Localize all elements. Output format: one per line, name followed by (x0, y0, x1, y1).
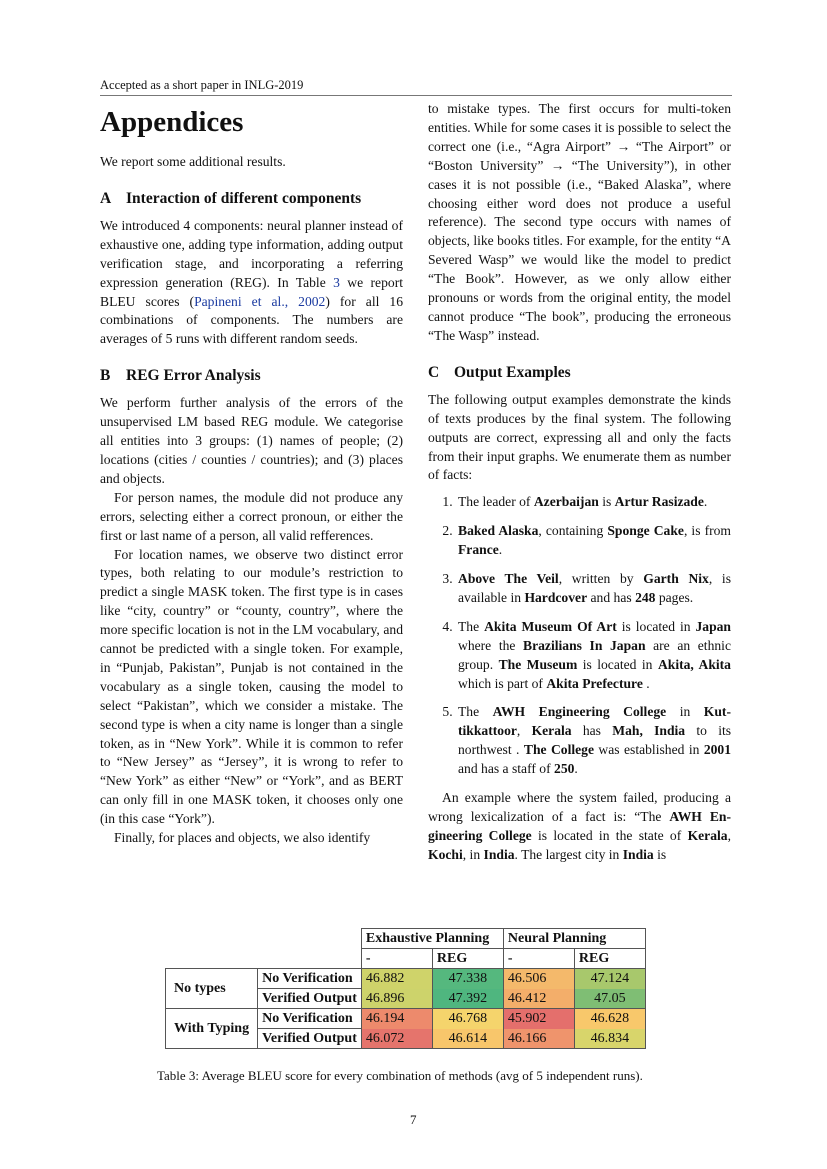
output-example: 3. Above The Veil, written by Garth Nix, is available in Hardcover and has 248 pages. (456, 570, 731, 608)
entity-bold: The Museum (498, 656, 578, 672)
page-number: 7 (410, 1112, 417, 1127)
section-b-paragraph-3: For location names, we observe two distinct error types, both relating to our module’s restriction to predict a single MASK token. The first type is in cases like “city, country” or “county, country”, where the more specific location is not in the LM vocabulary, and cannot be predicted with a single token. For example, in “Punjab, Pakistan”, Punjab is not contained in the vocabulary as a single token, causing the model to select “Pakistan”, which we consider a mistake. The second type is when a city name is longer than a single token, as in “New York”. While it is common to refer to “New Jersey” as “Jersey”, it is wrong to refer to “New York” as either “New” or “York”, and as BERT can only fill in one MASK token, it chooses only one (in this case “York”). (100, 546, 403, 827)
table-cell: 47.124 (574, 969, 645, 989)
section-c-title: Output Examples (454, 363, 571, 381)
table-cell: 46.072 (361, 1029, 432, 1049)
left-column (100, 100, 403, 848)
output-example: 4. The Akita Museum Of Art is located in Japan where the Brazilians In Japan are an ethnic group. The Museum is located in Akita, Akita which is part of Akita Prefecture . (456, 618, 731, 694)
table-cell: 46.628 (574, 1009, 645, 1029)
section-b-paragraph-4-cont: to mistake types. The first occurs for multi-token entities. While for some cases it is possible to select the correct one (i.e., “Agra Airport” → “The Airport” or “Boston University” → “The University”), in other cases it is not possible (i.e., “Baked Alaska”, where choosing either word does not produce a useful reference). The second type occurs with names of objects, like books titles. For example, for the entity “A Severed Wasp” we would like the model to predict “The Book”. However, as we only allow either pronouns or words from the original entity, the model cannot produce “The book”, producing the erroneous “The Wasp” instead. (428, 101, 731, 343)
output-example: 2. Baked Alaska, containing Sponge Cake, is from France. (456, 522, 731, 560)
entity-bold: Garth Nix (643, 571, 709, 587)
table-caption: Table 3: Average BLEU score for every combination of methods (avg of 5 independent runs). (157, 1068, 643, 1083)
section-a-title: Interaction of different components (126, 189, 362, 207)
entity-bold: Kuttikkattoor (458, 704, 731, 739)
section-b-number: B (100, 367, 111, 385)
output-examples-list (428, 493, 731, 779)
table-cell: 46.768 (432, 1009, 503, 1029)
entity-bold: 2001 (703, 742, 732, 758)
bleu-table (165, 928, 646, 1049)
section-c-heading (428, 363, 731, 383)
section-c-number: C (428, 363, 440, 381)
entity-bold: 248 (635, 589, 656, 605)
col-group-header: Exhaustive Planning (361, 929, 503, 949)
entity-bold: France (458, 542, 499, 558)
entity-bold: Kerala (687, 827, 728, 843)
table-cell: 46.896 (361, 989, 432, 1009)
section-c-paragraph-1: The following output examples demonstrate the kinds of texts produces by the final system. The following outputs are correct, expressing all and only the facts from their input graphs. We enumerate them as number of facts: (428, 391, 731, 483)
entity-bold: Japan (695, 618, 731, 634)
sub-col-header: REG (574, 949, 645, 969)
entity-bold: Azerbaijan (533, 494, 599, 510)
page-title: Appendices (100, 106, 244, 138)
table-cell: 46.882 (361, 969, 432, 989)
section-b-paragraph-1: We perform further analysis of the errors of the unsupervised LM based REG module. We categorise all entities into 3 groups: (1) names of people; (2) locations (cities / counties / countries); and (3) places and objects. (100, 395, 403, 486)
output-example: 1. The leader of Azerbaijan is Artur Rasizade. (456, 493, 731, 512)
entity-bold: AWH Engineering College (428, 809, 731, 843)
row-label: No Verification (258, 969, 362, 989)
entity-bold: Akita Prefecture (546, 675, 643, 691)
entity-bold: Above The Veil (458, 571, 559, 587)
entity-bold: Sponge Cake (607, 523, 684, 539)
entity-bold: The College (523, 742, 594, 758)
output-example: 5. The AWH Engineering College in Kuttikkattoor, Kerala has Mah, India to its northwest . The College was established in 2001 and has a staff of 250. (456, 703, 731, 779)
table-cell: 45.902 (503, 1009, 574, 1029)
text-span: ) for all 16 combinations of components. The numbers are averages of 5 runs with different random seeds. (100, 293, 403, 347)
table-cell: 46.614 (432, 1029, 503, 1049)
entity-bold: Akita, Akita (657, 656, 731, 672)
row-label: Verified Output (258, 989, 362, 1009)
row-group-label: No types (166, 969, 258, 1009)
table-cell: 46.166 (503, 1029, 574, 1049)
table-cell: 46.506 (503, 969, 574, 989)
sub-col-header: REG (432, 949, 503, 969)
entity-bold: Kerala (531, 723, 572, 739)
sub-col-header: - (361, 949, 432, 969)
table-cell: 46.412 (503, 989, 574, 1009)
entity-bold: Baked Alaska (458, 523, 539, 539)
section-a-paragraph (100, 217, 403, 349)
section-c-paragraph-2: An example where the system failed, producing a wrong lexicalization of a fact is: “The AWH Engineering College is located in the state of Kerala, Kochi, in India. The largest city in India is (428, 790, 731, 862)
section-b-paragraph-2: For person names, the module did not produce any errors, selecting either a correct pronoun, or either the first or last name of a person, all valid refferences. (100, 489, 403, 543)
table-corner (166, 929, 362, 949)
text-span: We introduced 4 components: neural planner instead of exhaustive one, adding type information, adding output verification stage, and incorporating a referring expression generation (REG). In Table (100, 217, 403, 290)
running-head: Accepted as a short paper in INLG-2019 (100, 78, 732, 96)
sub-col-header: - (503, 949, 574, 969)
right-column (428, 100, 731, 865)
entity-bold: Kochi (428, 846, 463, 862)
table-cell: 47.338 (432, 969, 503, 989)
row-label: Verified Output (258, 1029, 362, 1049)
entity-bold: India (483, 846, 515, 862)
row-label: No Verification (258, 1009, 362, 1029)
table-cell: 47.392 (432, 989, 503, 1009)
text-span: we report BLEU scores ( (100, 274, 403, 309)
section-b-title: REG Error Analysis (126, 367, 261, 385)
section-a-heading (100, 189, 403, 209)
entity-bold: 250 (554, 761, 575, 777)
table-cell: 46.834 (574, 1029, 645, 1049)
table-cell: 46.194 (361, 1009, 432, 1029)
entity-bold: AWH Engineering College (492, 704, 667, 720)
entity-bold: Artur Rasizade (614, 494, 704, 510)
entity-bold: Brazilians In Japan (523, 637, 646, 653)
entity-bold: Mah, India (612, 723, 686, 739)
intro-paragraph: We report some additional results. (100, 154, 286, 169)
section-a-number: A (100, 189, 112, 207)
col-group-header: Neural Planning (503, 929, 645, 949)
section-b-heading (100, 366, 403, 386)
citation-link[interactable]: Papineni et al., 2002 (194, 293, 326, 309)
entity-bold: India (622, 846, 654, 862)
table-corner (166, 949, 362, 969)
entity-bold: Hardcover (524, 589, 588, 605)
section-b-paragraph-4-start: Finally, for places and objects, we also identify (114, 830, 371, 846)
table-cell: 47.05 (574, 989, 645, 1009)
table-ref-link[interactable]: 3 (333, 274, 340, 290)
entity-bold: Akita Museum Of Art (484, 618, 617, 634)
row-group-label: With Typing (166, 1009, 258, 1049)
